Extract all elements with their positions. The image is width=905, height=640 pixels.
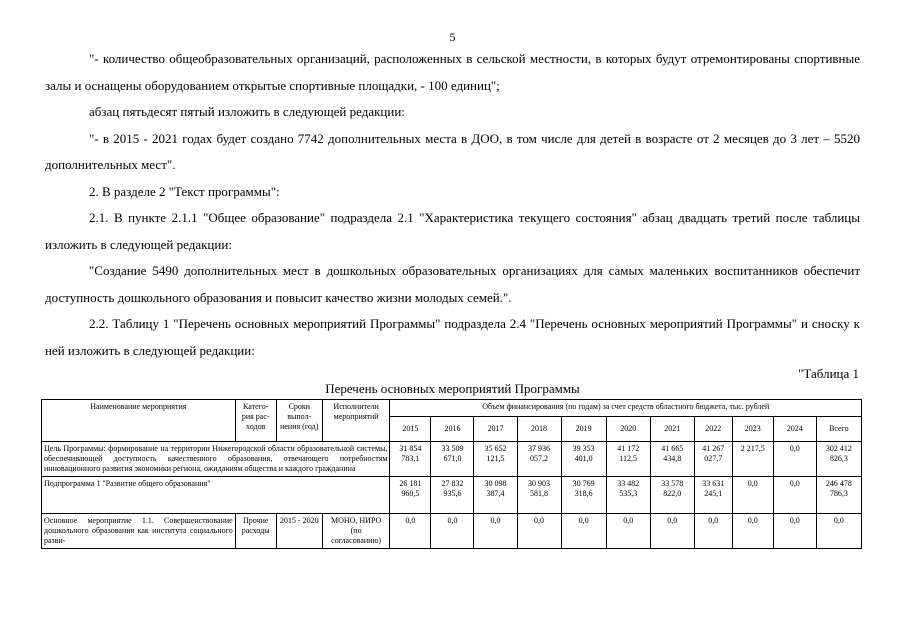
cell-value: 41 267 027,7 [694,442,732,477]
cell-value: 41 665 434,8 [650,442,694,477]
header-year: 2018 [517,417,561,442]
header-year: 2019 [561,417,606,442]
header-year: 2020 [606,417,650,442]
table-header-row [42,400,862,417]
header-year: 2022 [694,417,732,442]
header-year: 2016 [431,417,474,442]
cell-value: 0,0 [390,514,431,549]
row-name: Цель Программы: формирование на территории Нижегородской области образовательной системы, обеспечивающей доступность качественного образования, отвечающего потребностям инновационного развития экономики региона, ожиданиям общества и каждого гражданина [42,442,390,477]
paragraph: "Создание 5490 дополнительных мест в дошкольных образовательных организациях для самых маленьких воспитанников обеспечит доступность дошкольного образования и повысит качество жизни молодых семей.". [45,263,860,305]
paragraph: 2.2. Таблицу 1 "Перечень основных мероприятий Программы" подраздела 2.4 "Перечень основных мероприятий Программы" и сноску к ней изложить в следующей редакции: [45,316,860,358]
row-name: Основное мероприятие 1.1. Совершенствование дошкольного образования как института социального разви- [42,514,236,549]
paragraph: "- в 2015 - 2021 годах будет создано 7742 дополнительных места в ДОО, в том числе для детей в возрасте от 2 месяцев до 3 лет – 5520 дополнительных мест". [45,130,860,172]
header-year: 2024 [773,417,816,442]
cell-value: 41 172 112,5 [606,442,650,477]
cell-value: 39 353 401,0 [561,442,606,477]
table-row [42,477,862,514]
cell-value: 33 482 535,3 [606,477,650,514]
row-executors: МОНО, НИРО (по согласованию) [322,514,390,549]
cell-value: 0,0 [732,514,773,549]
header-funding: Объем финансирования (по годам) за счет средств областного бюджета, тыс. рублей [390,400,862,417]
table-label: "Таблица 1 [798,366,859,381]
cell-value: 2 217,5 [732,442,773,477]
cell-value: 27 832 935,6 [431,477,474,514]
header-total: Всего [816,417,861,442]
cell-value: 0,0 [694,514,732,549]
cell-value: 0,0 [474,514,517,549]
cell-value: 31 854 783,1 [390,442,431,477]
header-category: Катего-рия рас-ходов [235,400,276,442]
cell-value: 0,0 [517,514,561,549]
cell-total: 0,0 [816,514,861,549]
cell-value: 0,0 [773,477,816,514]
row-category: Прочие расходы [235,514,276,549]
header-year: 2015 [390,417,431,442]
body-text [45,46,860,364]
header-year: 2023 [732,417,773,442]
cell-value: 33 631 245,1 [694,477,732,514]
row-term: 2015 - 2020 [276,514,322,549]
row-name: Подпрограмма 1 "Развитие общего образования" [42,477,390,514]
cell-value: 35 652 121,5 [474,442,517,477]
header-year: 2017 [474,417,517,442]
cell-value: 0,0 [606,514,650,549]
cell-value: 33 509 671,0 [431,442,474,477]
cell-value: 0,0 [561,514,606,549]
cell-value: 0,0 [773,514,816,549]
table-title: Перечень основных мероприятий Программы [325,381,580,396]
cell-value: 26 181 960,5 [390,477,431,514]
cell-value: 0,0 [732,477,773,514]
cell-value: 0,0 [650,514,694,549]
cell-value: 30 903 581,8 [517,477,561,514]
header-name: Наименование мероприятия [42,400,236,442]
cell-total: 302 412 826,3 [816,442,861,477]
cell-total: 246 478 786,3 [816,477,861,514]
paragraph: абзац пятьдесят пятый изложить в следующей редакции: [89,104,405,119]
cell-value: 0,0 [431,514,474,549]
header-executors: Исполнители мероприятий [322,400,390,442]
cell-value: 37 936 057,2 [517,442,561,477]
cell-value: 33 578 822,0 [650,477,694,514]
header-year: 2021 [650,417,694,442]
page-number: 5 [449,30,456,44]
paragraph: 2.1. В пункте 2.1.1 "Общее образование" подраздела 2.1 "Характеристика текущего состояния" абзац двадцать третий после таблицы изложить в следующей редакции: [45,210,860,252]
cell-value: 0,0 [773,442,816,477]
paragraph: 2. В разделе 2 "Текст программы": [89,183,280,199]
cell-value: 30 098 387,4 [474,477,517,514]
measures-table [41,399,862,549]
table-row [42,442,862,477]
table-row [42,514,862,549]
cell-value: 30 769 318,6 [561,477,606,514]
header-term: Сроки выпол-нения (год) [276,400,322,442]
paragraph: "- количество общеобразовательных организаций, расположенных в сельской местности, в которых будут отремонтированы спортивные залы и оснащены оборудованием открытые спортивные площадки, - 100 единиц"; [45,51,860,93]
